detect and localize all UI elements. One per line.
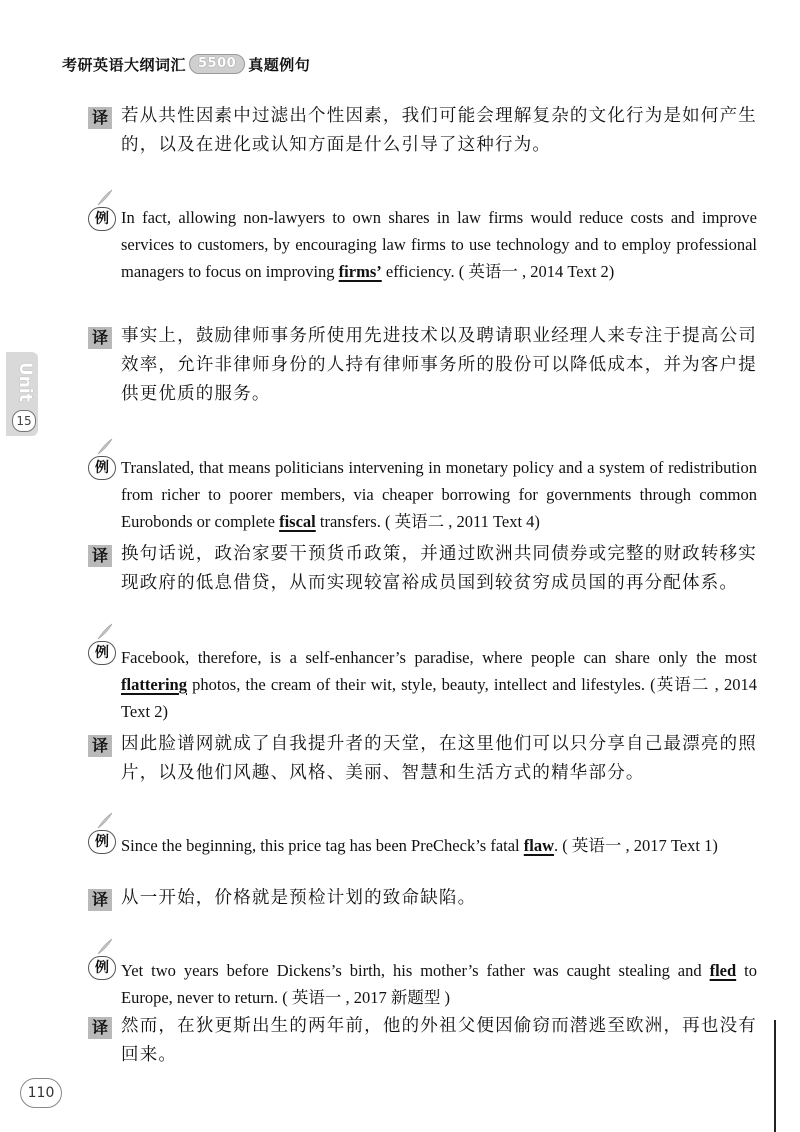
page-number: 110 [20,1078,62,1108]
example-sentence: Translated, that means politicians intervening in monetary policy and a system of redistribution from richer to poorer members, via cheaper borrowing for governments through common Eurobonds or complete fiscal transfers. ( 英语二 , 2011 Text 4) [121,458,757,531]
keyword: fiscal [279,512,316,531]
keyword: flattering [121,675,187,694]
header-title-pre: 考研英语大纲词汇 [62,55,187,74]
translation-text: 然而，在狄更斯出生的两年前，他的外祖父便因偷窃而潜逃至欧洲，再也没有回来。 [121,1016,757,1065]
translation-marker-icon: 译 [88,889,112,911]
translation-text: 换句话说，政治家要干预货币政策，并通过欧洲共同债券或完整的财政转移实现政府的低息借贷，从而实现较富裕成员国到较贫穷成员国的再分配体系。 [121,544,757,593]
keyword: firms’ [338,262,382,281]
keyword: fled [709,961,737,980]
running-header [62,52,310,76]
translation-marker-icon: 译 [88,735,112,757]
unit-number: 15 [12,410,36,432]
translation-marker-icon: 译 [88,107,112,129]
example-marker-icon: 例 [88,830,116,854]
example-marker-icon: 例 [88,207,116,231]
translation-text: 若从共性因素中过滤出个性因素，我们可能会理解复杂的文化行为是如何产生的，以及在进化或认知方面是什么引导了这种行为。 [121,106,757,155]
translation-marker-icon: 译 [88,545,112,567]
example-marker-icon: 例 [88,956,116,980]
unit-label: Unit [15,362,35,402]
unit-side-tab [6,352,38,436]
example-marker-icon: 例 [88,456,116,480]
translation-marker-icon: 译 [88,1017,112,1039]
translation-text: 事实上，鼓励律师事务所使用先进技术以及聘请职业经理人来专注于提高公司效率，允许非律师身份的人持有律师事务所的股份可以降低成本，并为客户提供更优质的服务。 [121,326,757,404]
translation-text: 从一开始，价格就是预检计划的致命缺陷。 [121,888,477,908]
quill-icon [96,623,114,641]
quill-icon [96,938,114,956]
header-title-post: 真题例句 [248,55,311,74]
example-sentence: Yet two years before Dickens’s birth, his mother’s father was caught stealing and fled to Europe, never to return. ( 英语一 , 2017 新题型 ) [121,961,757,1007]
translation-marker-icon: 译 [88,327,112,349]
example-sentence: Facebook, therefore, is a self-enhancer’s paradise, where people can share only the most flattering photos, the cream of their wit, style, beauty, intellect and lifestyles. (英语二 , 2014 Text 2) [121,648,757,721]
example-sentence: In fact, allowing non-lawyers to own shares in law firms would reduce costs and improve services to customers, by encouraging law firms to use technology and to employ professional managers to focus on improving firms’ efficiency. ( 英语一 , 2014 Text 2) [121,208,757,281]
header-badge: 5500 [189,54,245,74]
quill-icon [96,189,114,207]
quill-icon [96,438,114,456]
keyword: flaw [523,836,555,855]
translation-text: 因此脸谱网就成了自我提升者的天堂，在这里他们可以只分享自己最漂亮的照片，以及他们风趣、风格、美丽、智慧和生活方式的精华部分。 [121,734,757,783]
example-marker-icon: 例 [88,641,116,665]
binding-edge-line [774,1020,776,1132]
example-sentence: Since the beginning, this price tag has been PreCheck’s fatal flaw. ( 英语一 , 2017 Text 1) [121,836,718,855]
quill-icon [96,812,114,830]
